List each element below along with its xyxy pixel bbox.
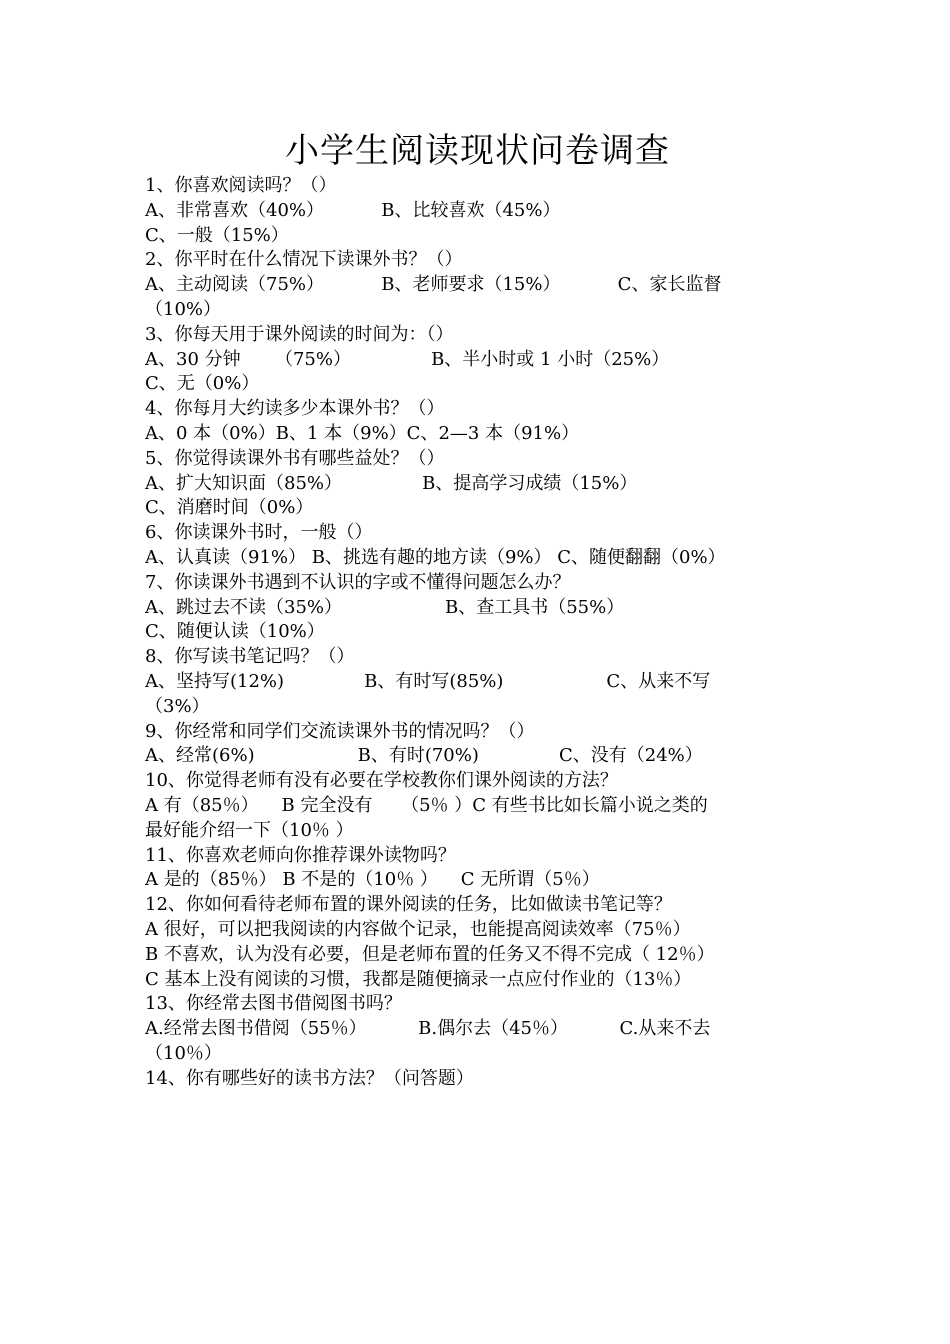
text-line: （10％） <box>145 1042 222 1064</box>
text-line: 11、你喜欢老师向你推荐课外读物吗？ <box>145 844 456 866</box>
text-line: A 是的（85％） B 不是的（10％ ） C 无所谓（5％） <box>145 869 600 891</box>
text-line: （10%） <box>145 298 222 320</box>
text-line: A、主动阅读（75%） B、老师要求（15%） C、家长监督 <box>145 274 722 296</box>
text-line: C、一般（15%） <box>145 224 289 246</box>
text-line: 1、你喜欢阅读吗？（） <box>145 175 337 196</box>
text-line: 4、你每月大约读多少本课外书？（） <box>145 398 445 420</box>
text-line: 5、你觉得读课外书有哪些益处？（） <box>145 447 445 469</box>
text-line: （3%） <box>145 695 210 717</box>
text-line: 3、你每天用于课外阅读的时间为：（） <box>145 323 454 345</box>
text-line: A、坚持写(12%) B、有时写(85%) C、从来不写 <box>145 670 711 692</box>
questionnaire-body <box>145 174 810 1091</box>
text-line: C、无（0%） <box>145 373 260 395</box>
text-line: 2、你平时在什么情况下读课外书？（） <box>145 249 463 271</box>
text-line: 最好能介绍一下（10％ ） <box>145 819 354 841</box>
text-line: A、非常喜欢（40%） B、比较喜欢（45%） <box>145 199 561 221</box>
text-line: A、跳过去不读（35%） B、查工具书（55%） <box>145 596 625 618</box>
text-line: A、0 本（0%）B、1 本（9%）C、2—3 本（91%） <box>145 422 580 444</box>
text-line: 8、你写读书笔记吗？（） <box>145 646 355 668</box>
text-line: C、随便认读（10%） <box>145 621 325 643</box>
text-line: C 基本上没有阅读的习惯，我都是随便摘录一点应付作业的（13％） <box>145 968 692 990</box>
text-line: A、认真读（91%） B、挑选有趣的地方读（9%） C、随便翻翻（0%） <box>145 546 726 568</box>
text-line: A.经常去图书借阅（55％） B.偶尔去（45％） C.从来不去 <box>145 1018 711 1040</box>
questionnaire-document <box>145 128 810 1091</box>
text-line: A 有（85％） B 完全没有 （5％ ）C 有些书比如长篇小说之类的 <box>145 794 708 816</box>
text-line: 13、你经常去图书借阅图书吗？ <box>145 993 402 1015</box>
text-line: 14、你有哪些好的读书方法？（问答题） <box>145 1067 474 1089</box>
text-line: A 很好，可以把我阅读的内容做个记录，也能提高阅读效率（75％） <box>145 918 691 940</box>
text-line: 6、你读课外书时，一般（） <box>145 522 373 544</box>
text-line: B 不喜欢，认为没有必要，但是老师布置的任务又不得不完成（ 12％） <box>145 943 715 965</box>
text-line: A、经常(6%) B、有时(70%) C、没有（24%） <box>145 745 703 767</box>
document-title: 小学生阅读现状问卷调查 <box>285 131 670 171</box>
text-line: A、30 分钟 （75%） B、半小时或 1 小时（25%） <box>145 348 670 370</box>
text-line: 7、你读课外书遇到不认识的字或不懂得问题怎么办？ <box>145 571 571 593</box>
text-line: 10、你觉得老师有没有必要在学校教你们课外阅读的方法？ <box>145 770 618 792</box>
text-line: 12、你如何看待老师布置的课外阅读的任务，比如做读书笔记等？ <box>145 894 672 916</box>
text-line: 9、你经常和同学们交流读课外书的情况吗？（） <box>145 720 535 742</box>
text-line: A、扩大知识面（85%） B、提高学习成绩（15%） <box>145 472 638 494</box>
text-line: C、消磨时间（0%） <box>145 497 314 519</box>
